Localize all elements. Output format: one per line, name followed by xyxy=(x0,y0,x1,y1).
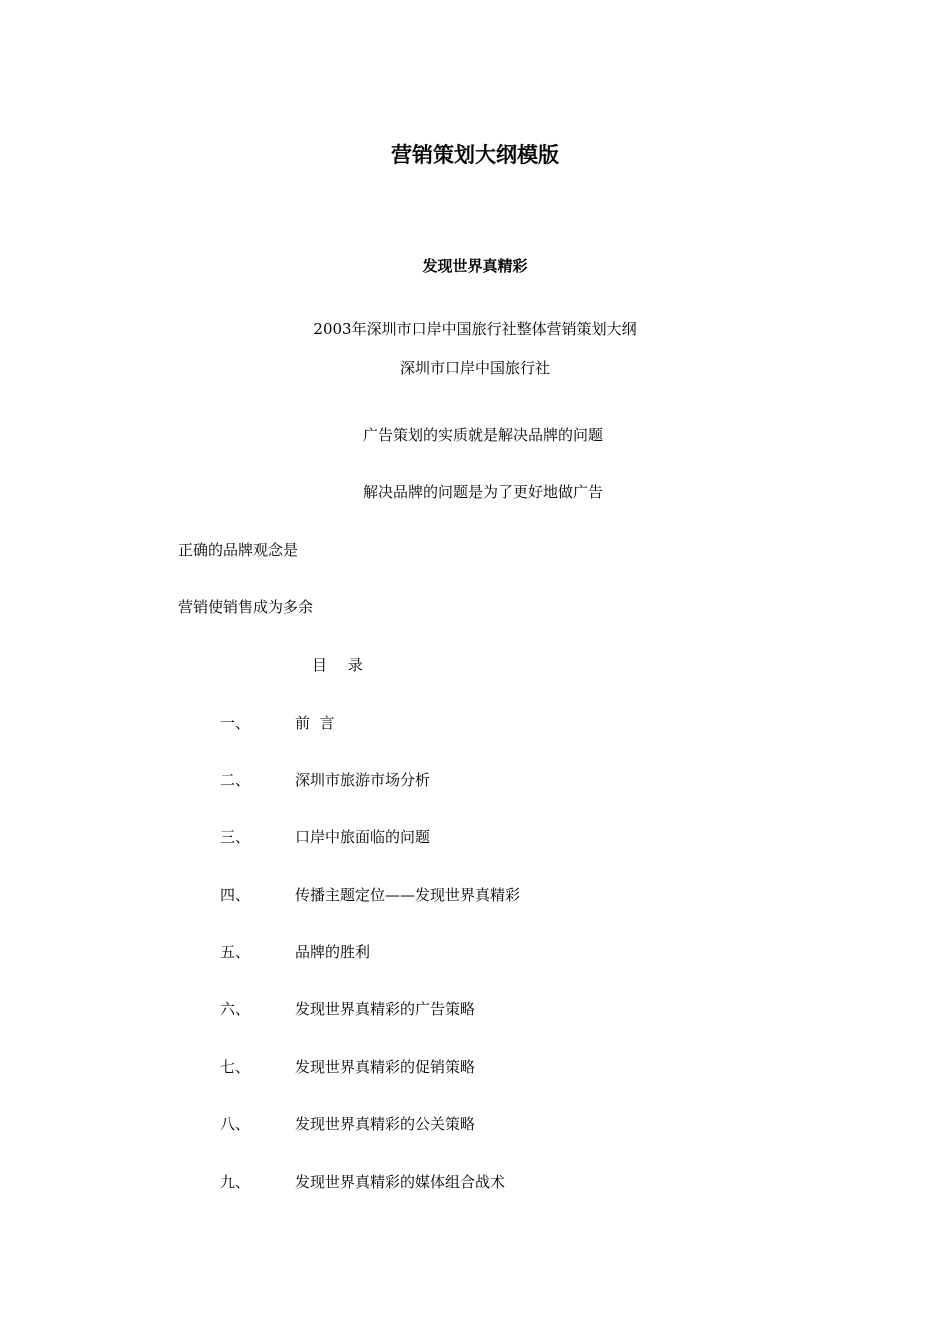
statement-line-1: 正确的品牌观念是 xyxy=(178,541,299,559)
toc-item-number: 八、 xyxy=(220,1115,251,1133)
toc-item-text: 品牌的胜利 xyxy=(295,943,371,961)
toc-item xyxy=(220,712,820,734)
toc-item-number: 二、 xyxy=(220,771,251,789)
company-line: 深圳市口岸中国旅行社 xyxy=(399,359,550,377)
toc-item-number: 四、 xyxy=(220,886,251,904)
toc-item-text: 发现世界真精彩的媒体组合战术 xyxy=(295,1173,506,1191)
toc-item-text: 传播主题定位——发现世界真精彩 xyxy=(295,886,521,904)
toc-item xyxy=(220,941,820,963)
toc-item xyxy=(220,998,820,1020)
slogan-line-2: 解决品牌的问题是为了更好地做广告 xyxy=(362,483,603,501)
toc-item-number: 一、 xyxy=(220,714,251,732)
toc-item xyxy=(220,826,820,848)
document-subtitle: 发现世界真精彩 xyxy=(422,257,528,275)
toc-item xyxy=(220,769,820,791)
toc-item-number: 七、 xyxy=(220,1058,251,1076)
slogan-line-1: 广告策划的实质就是解决品牌的问题 xyxy=(362,426,603,444)
toc-heading: 目 录 xyxy=(312,656,371,674)
toc-item xyxy=(220,1171,820,1193)
toc-item-text: 前 言 xyxy=(295,714,335,732)
toc-item-text: 口岸中旅面临的问题 xyxy=(295,828,431,846)
toc-item xyxy=(220,884,820,906)
toc-item-text: 深圳市旅游市场分析 xyxy=(295,771,431,789)
toc-item-text: 发现世界真精彩的公关策略 xyxy=(295,1115,476,1133)
toc-item-text: 发现世界真精彩的广告策略 xyxy=(295,1000,476,1018)
toc-item-number: 六、 xyxy=(220,1000,251,1018)
toc-item xyxy=(220,1113,820,1135)
toc-item-text: 发现世界真精彩的促销策略 xyxy=(295,1058,476,1076)
toc-item-number: 三、 xyxy=(220,828,251,846)
toc-item-number: 五、 xyxy=(220,943,251,961)
toc-item-number: 九、 xyxy=(220,1173,251,1191)
document-title: 营销策划大纲模版 xyxy=(391,143,559,167)
toc-item xyxy=(220,1056,820,1078)
statement-line-2: 营销使销售成为多余 xyxy=(178,598,314,616)
plan-line: 2003年深圳市口岸中国旅行社整体营销策划大纲 xyxy=(313,320,637,338)
